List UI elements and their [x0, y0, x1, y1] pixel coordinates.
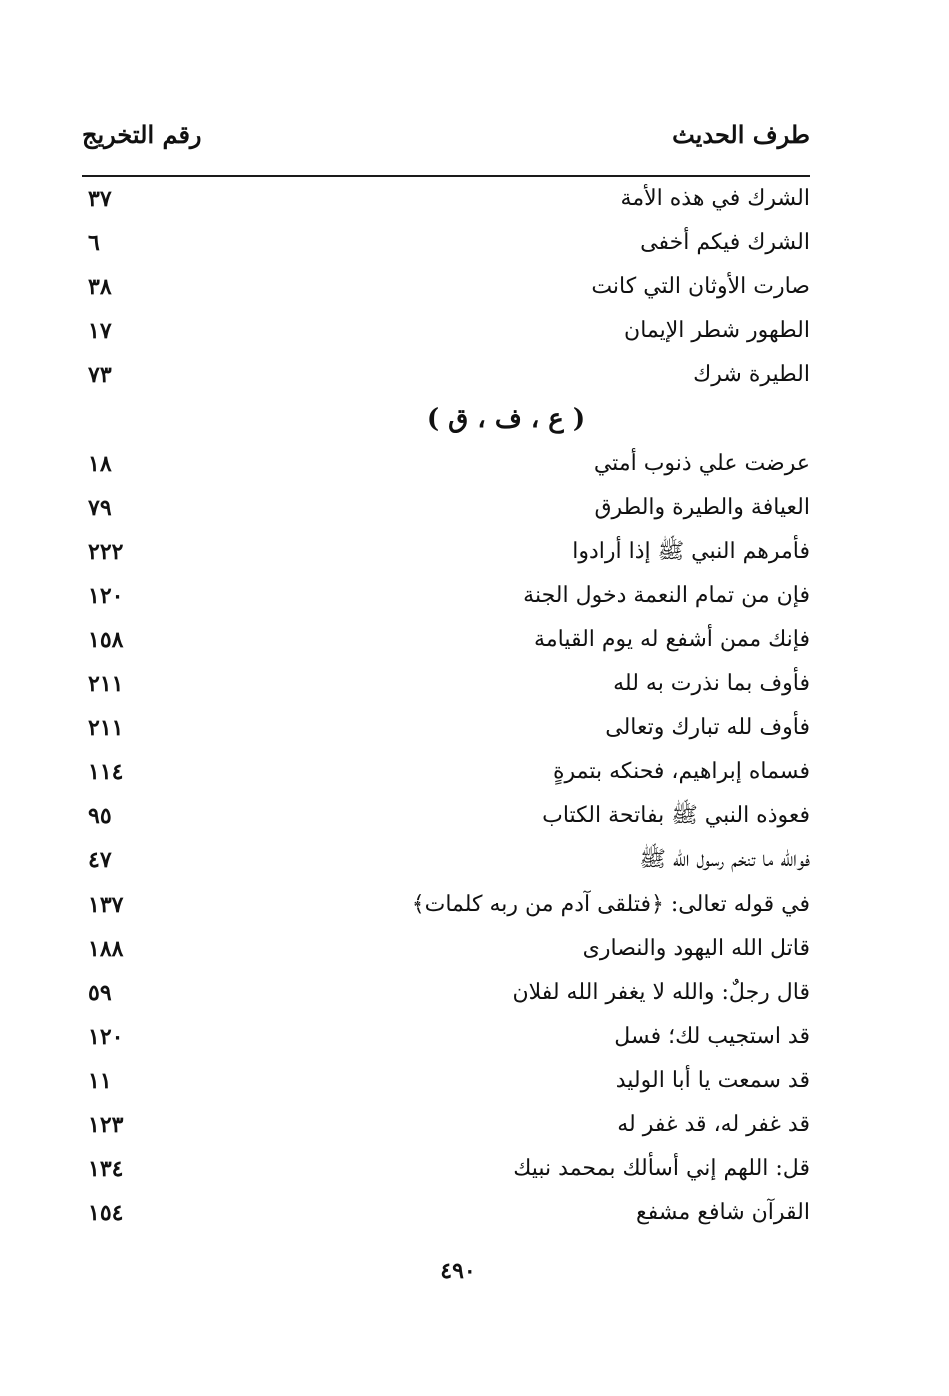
hadith-index-list	[82, 178, 810, 1236]
index-row	[82, 795, 810, 839]
hadith-text: فأوف بما نذرت به لله	[613, 671, 810, 697]
hadith-text: قد سمعت يا أبا الوليد	[615, 1067, 810, 1093]
index-row	[82, 884, 810, 928]
index-row	[82, 928, 810, 972]
reference-number: ١٥٤	[88, 1200, 124, 1227]
reference-number: ١٥٨	[88, 626, 124, 653]
hadith-text: الطهور شطر الإيمان	[624, 318, 810, 344]
index-row	[82, 310, 810, 354]
table-header	[82, 120, 810, 160]
index-row	[82, 443, 810, 487]
index-row	[82, 839, 810, 883]
reference-number: ٢١١	[88, 671, 124, 698]
page-number: ٤٩٠	[440, 1258, 476, 1284]
reference-number: ٣٧	[88, 186, 112, 212]
hadith-text: فإن من تمام النعمة دخول الجنة	[523, 582, 810, 608]
index-row	[82, 1148, 810, 1192]
index-row	[82, 619, 810, 663]
reference-number: ٢٢٢	[88, 538, 124, 565]
hadith-text: فأمرهم النبي ﷺ إذا أرادوا	[572, 538, 810, 564]
index-row	[82, 972, 810, 1016]
reference-number: ١٣٧	[88, 891, 124, 918]
reference-number: ٧٣	[88, 362, 112, 389]
index-row	[82, 575, 810, 619]
index-row	[82, 663, 810, 707]
reference-number: ١٢٠	[88, 1023, 124, 1050]
index-row	[82, 1104, 810, 1148]
index-row	[82, 1192, 810, 1236]
header-hadith-column: طرف الحديث	[672, 120, 810, 149]
hadith-text: العيافة والطيرة والطرق	[594, 494, 810, 520]
reference-number: ٧٩	[88, 494, 112, 521]
hadith-text: القرآن شافع مشفع	[636, 1200, 810, 1226]
index-row	[82, 1060, 810, 1104]
hadith-text: قد استجيب لك؛ فسل	[614, 1023, 810, 1049]
header-reference-column: رقم التخريج	[82, 120, 202, 149]
hadith-text: صارت الأوثان التي كانت	[591, 274, 810, 300]
header-divider	[82, 175, 810, 177]
index-row	[82, 354, 810, 398]
reference-number: ٢١١	[88, 715, 124, 742]
index-row	[82, 707, 810, 751]
hadith-text: قاتل الله اليهود والنصارى	[582, 935, 810, 961]
section-heading: ( ع ، ف ، ق )	[426, 404, 586, 435]
hadith-text: قد غفر له، قد غفر له	[617, 1111, 810, 1137]
reference-number: ١٨	[88, 450, 112, 477]
reference-number: ١٨٨	[88, 935, 124, 962]
index-row	[82, 266, 810, 310]
index-row	[82, 487, 810, 531]
hadith-text: الشرك في هذه الأمة	[620, 186, 810, 211]
reference-number: ١١٤	[88, 759, 124, 786]
hadith-text: الشرك فيكم أخفى	[640, 230, 810, 256]
index-row	[82, 531, 810, 575]
reference-number: ٣٨	[88, 274, 112, 301]
index-row	[82, 1016, 810, 1060]
section-heading-row	[82, 398, 810, 442]
reference-number: ٥٩	[88, 979, 112, 1006]
reference-number: ١٧	[88, 318, 112, 345]
hadith-text: في قوله تعالى: ﴿فتلقى آدم من ربه كلمات﴾	[411, 891, 810, 917]
reference-number: ١٣٤	[88, 1156, 124, 1183]
reference-number: ١٢٠	[88, 582, 124, 609]
hadith-text: فسماه إبراهيم، فحنكه بتمرةٍ	[553, 759, 810, 785]
hadith-text: عرضت علي ذنوب أمتي	[593, 450, 810, 476]
hadith-text: قال رجلٌ: والله لا يغفر الله لفلان	[512, 979, 810, 1005]
index-row	[82, 178, 810, 222]
hadith-text: فأوف لله تبارك وتعالى	[605, 715, 810, 741]
index-row	[82, 222, 810, 266]
reference-number: ٦	[88, 230, 100, 257]
hadith-text: فعوذه النبي ﷺ بفاتحة الكتاب	[542, 803, 810, 829]
hadith-text: فإنك ممن أشفع له يوم القيامة	[534, 626, 810, 652]
hadith-text: فوالله ما تنخم رسول الله ﷺ	[639, 847, 810, 873]
reference-number: ٩٥	[88, 803, 112, 830]
index-row	[82, 751, 810, 795]
reference-number: ١١	[88, 1067, 112, 1094]
reference-number: ١٢٣	[88, 1111, 124, 1138]
hadith-text: الطيرة شرك	[693, 362, 810, 388]
reference-number: ٤٧	[88, 847, 112, 874]
hadith-text: قل: اللهم إني أسألك بمحمد نبيك	[513, 1156, 810, 1182]
